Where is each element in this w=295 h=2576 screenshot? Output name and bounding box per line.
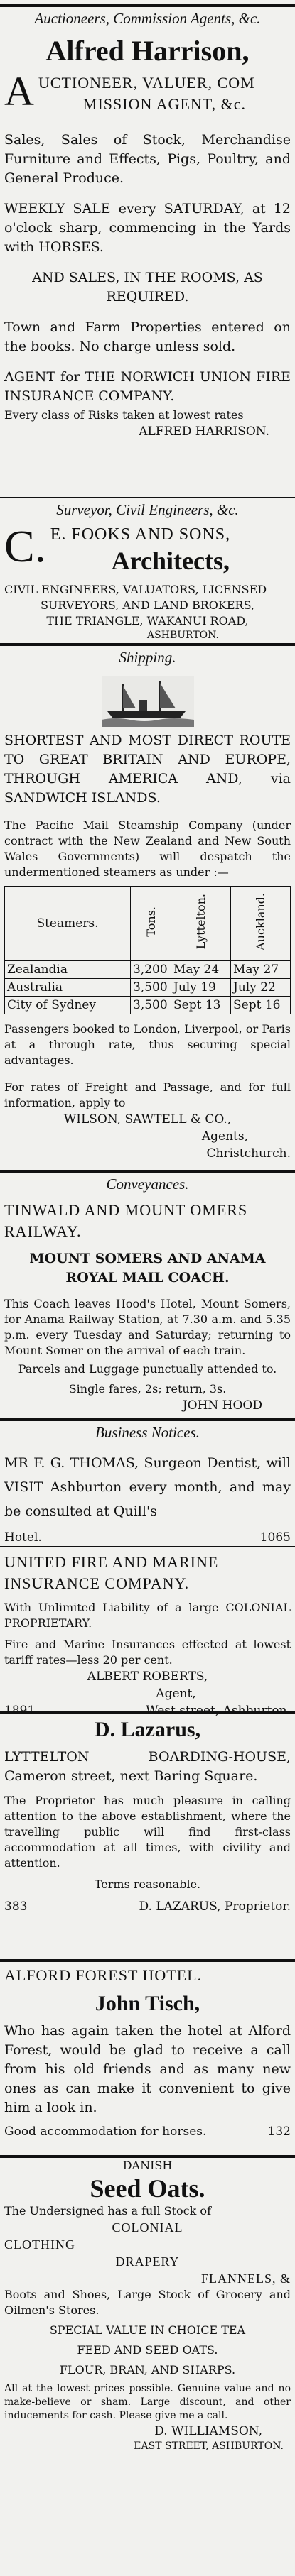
ship-tons: 3,500 (131, 979, 171, 997)
table-row (5, 997, 291, 1014)
rule (0, 1418, 295, 1421)
steamship-icon (102, 676, 194, 727)
ad-year: 1891 (4, 1704, 36, 1718)
insurance-liability: With Unlimited Liability of a large COLONIAL PROPRIETARY. (4, 1601, 291, 1630)
boots-text: Boots and Shoes, Large Stock of Grocery and Oilmen's Stores. (4, 2288, 291, 2317)
title-line-1: UCTIONEER, VALUER, COM (38, 74, 255, 92)
town-farm-text: Town and Farm Properties entered on the books. No charge unless sold. (4, 319, 291, 354)
auckland-date: July 22 (231, 979, 291, 997)
drop-cap: A (4, 68, 34, 114)
drop-cap: C. (4, 524, 46, 571)
boarding-house-intro: LYTTELTON BOARDING-HOUSE, Cameron street, next Baring Square. (4, 1749, 291, 1784)
special-tea-text: SPECIAL VALUE IN CHOICE TEA (49, 2323, 246, 2337)
ship-tons: 3,200 (131, 961, 171, 979)
ship-tons: 3,500 (131, 997, 171, 1014)
table-row (5, 961, 291, 979)
accommodation-text: Good accommodation for horses. (4, 2125, 207, 2139)
ad-united-fire-marine (4, 1552, 291, 1719)
line-1: CIVIL ENGINEERS, VALUATORS, LICENSED (4, 583, 267, 596)
rule (0, 643, 295, 646)
feed-oats-text: FEED AND SEED OATS. (77, 2343, 218, 2357)
section-heading-shipping: Shipping. (119, 649, 176, 666)
ad-title: D. Lazarus, (94, 1718, 201, 1741)
terms-text: Terms reasonable. (94, 1878, 201, 1891)
lyttelton-date: Sept 13 (171, 997, 231, 1014)
insurance-title: UNITED FIRE AND MARINE INSURANCE COMPANY. (4, 1553, 219, 1592)
ad-thomas-dentist (4, 1451, 291, 1546)
sailings-table (4, 886, 291, 1014)
agent-role: Agent, (156, 1687, 196, 1701)
table-row (5, 979, 291, 997)
signature: D. WILLIAMSON, (154, 2424, 262, 2438)
insurance-text: Fire and Marine Insurances effected at lowest tariff rates—less 20 per cent. (4, 1638, 291, 1667)
hotel-label: Hotel. (4, 1530, 42, 1545)
title-line-2: MISSION AGENT, &c. (82, 95, 246, 113)
signature: JOHN HOOD (182, 1398, 262, 1413)
ad-number: 1065 (259, 1530, 291, 1545)
ship-name: Australia (5, 979, 131, 997)
dentist-text: MR F. G. THOMAS, Surgeon Dentist, will VISIT Ashburton every month, and may be consulted at Quill's (4, 1455, 291, 1519)
colonial-label: COLONIAL (112, 2220, 183, 2235)
weekly-sale-text: WEEKLY SALE every SATURDAY, at 12 o'clock sharp, commencing in the Yards with HORSES. (4, 201, 291, 255)
agent-address: West street, Ashburton. (146, 1704, 291, 1718)
ad-number: 383 (4, 1900, 28, 1914)
rule (0, 1711, 295, 1714)
ad-mount-somers-coach (4, 1200, 291, 1414)
line-4: ASHBURTON. (147, 630, 219, 641)
danish-label: DANISH (122, 2159, 173, 2172)
ad-pacific-mail (4, 672, 291, 1162)
section-heading-business: Business Notices. (95, 1424, 200, 1441)
ad-title-lines (4, 68, 291, 115)
ad-alfred-harrison (4, 34, 291, 440)
rule (0, 497, 295, 498)
ad-alford-forest-hotel (4, 1965, 291, 2140)
dentist-footer (4, 1529, 291, 1546)
lyttelton-date: May 24 (171, 961, 231, 979)
section-heading-auctioneers: Auctioneers, Commission Agents, &c. (34, 10, 261, 27)
risks-text: Every class of Risks taken at lowest rates (4, 408, 244, 422)
route-text: SHORTEST AND MOST DIRECT ROUTE TO GREAT BRITAIN AND EUROPE, THROUGH AMERICA AND, via SANDWICH ISLANDS. (4, 733, 291, 806)
coach-body: This Coach leaves Hood's Hotel, Mount Somers, for Anama Railway Station, at 7.30 a.m. and 5.35 p.m. every Tuesday and Saturday; returning to Mount Somer on the arrival of each train. (4, 1297, 291, 1357)
column-header-tons: Tons. (131, 887, 171, 961)
firm-name: E. FOOKS AND SONS, (50, 525, 231, 544)
column-header-auckland: Auckland. (231, 887, 291, 961)
top-rule (0, 4, 295, 7)
agent-name: WILSON, SAWTELL & CO., (63, 1112, 232, 1127)
rule (0, 1959, 295, 1962)
fares-text: Single fares, 2s; return, 3s. (68, 1382, 227, 1396)
flannels-label: FLANNELS, & (200, 2271, 291, 2286)
hotel-headline: ALFORD FOREST HOTEL. (4, 1966, 203, 1984)
sales-text: Sales, Sales of Stock, Merchandise Furniture and Effects, Pigs, Poultry, and General Produce. (4, 132, 291, 186)
column-header-lyttelton: Lyttelton. (171, 887, 231, 961)
rule (0, 1546, 295, 1547)
signature: D. LAZARUS, Proprietor. (139, 1900, 291, 1914)
ad-title: Alfred Harrison, (45, 35, 250, 67)
prices-text: All at the lowest prices possible. Genuine value and no make-believe or sham. Large discount, and other inducements for cash. Please give me a call. (4, 2383, 291, 2421)
auckland-date: May 27 (231, 961, 291, 979)
lazarus-body: The Proprietor has much pleasure in calling attention to the above establishment, where the travelling public will find first-class accommodation at all times, with civility and attention. (4, 1794, 291, 1870)
section-heading-surveyor: Surveyor, Civil Engineers, &c. (56, 501, 239, 518)
parcels-text: Parcels and Luggage punctually attended to. (18, 1362, 277, 1376)
drapery-label: DRAPERY (115, 2254, 180, 2269)
firm-block (4, 524, 291, 576)
agent-role: Agents, (201, 1129, 248, 1144)
ship-name: Zealandia (5, 961, 131, 979)
ad-title: Seed Oats. (90, 2174, 205, 2203)
flour-text: FLOUR, BRAN, AND SHARPS. (59, 2363, 236, 2377)
auckland-date: Sept 16 (231, 997, 291, 1014)
company-text: The Pacific Mail Steamship Company (under contract with the New Zealand and New South Wales Governments) will despatch the undermentioned steamers as under :— (4, 818, 291, 879)
passengers-text: Passengers booked to London, Liverpool, or Paris at a through rate, thus securing special advantages. (4, 1022, 291, 1067)
agent-text: AGENT for THE NORWICH UNION FIRE INSURANCE COMPANY. (4, 369, 291, 404)
rooms-text: AND SALES, IN THE ROOMS, AS REQUIRED. (32, 270, 263, 305)
hotel-body: Who has again taken the hotel at Alford Forest, would be glad to receive a call from his old friends and as many new ones as can make it convenient to give him a look in. (4, 2023, 291, 2115)
line-2: SURVEYORS, AND LAND BROKERS, (40, 598, 255, 612)
railway-headline: TINWALD AND MOUNT OMERS RAILWAY. (4, 1201, 248, 1240)
lazarus-footer (4, 1898, 291, 1915)
ad-title: Architects, (111, 547, 230, 575)
ad-lazarus (4, 1716, 291, 1915)
ad-number: 132 (267, 2125, 291, 2139)
clothing-label: CLOTHING (4, 2237, 75, 2252)
signature: ALFRED HARRISON. (139, 424, 269, 439)
column-header-steamers: Steamers. (5, 887, 131, 961)
freight-text: For rates of Freight and Passage, and for full information, apply to (4, 1080, 291, 1109)
ship-name: City of Sydney (5, 997, 131, 1014)
rule (0, 1170, 295, 1173)
agent-place: Christchurch. (206, 1146, 291, 1161)
lyttelton-date: July 19 (171, 979, 231, 997)
line-3: THE TRIANGLE, WAKANUI ROAD, (46, 614, 249, 627)
ad-title: John Tisch, (95, 1992, 200, 2015)
hotel-footer (4, 2123, 291, 2140)
undersigned-text: The Undersigned has a full Stock of (4, 2204, 211, 2218)
section-heading-conveyances: Conveyances. (106, 1175, 189, 1193)
address: EAST STREET, ASHBURTON. (134, 2440, 284, 2452)
ad-fooks-and-sons (4, 524, 291, 642)
agent-name: ALBERT ROBERTS, (87, 1670, 208, 1684)
ad-williamson-seeds (4, 2158, 291, 2453)
coach-subhead: MOUNT SOMERS AND ANAMA ROYAL MAIL COACH. (29, 1251, 266, 1286)
